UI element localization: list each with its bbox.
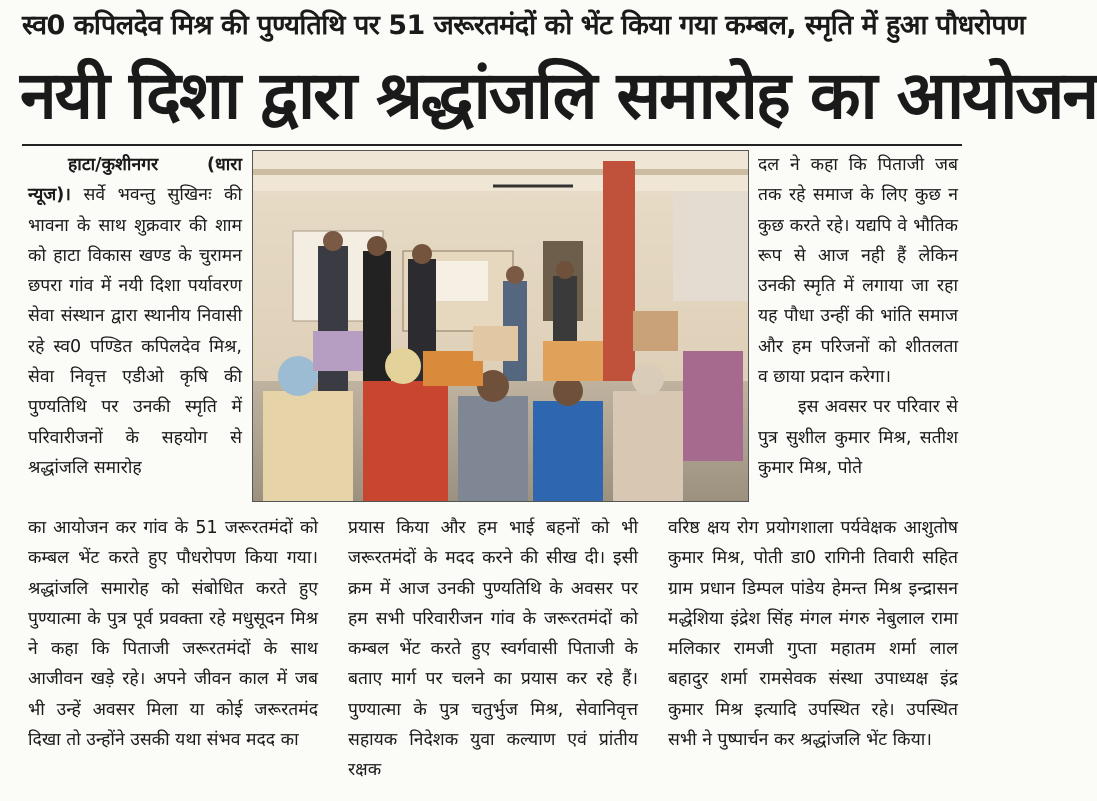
column-1-top-text: सर्वे भवन्तु सुखिनः की भावना के साथ शुक्रवार की शाम को हाटा विकास खण्ड के चुरामन छपरा गांव में नयी दिशा पर्यावरण सेवा संस्थान द्वारा स्थानीय निवासी रहे स्व0 पण्डित कपिलदेव मिश्र, सेवा निवृत्त एडीओ कृषि की पुण्यतिथि पर उनकी स्मृति में परिवारीजनों के सहयोग से श्रद्धांजलि समारोह <box>28 185 242 478</box>
subheadline: स्व0 कपिलदेव मिश्र की पुण्यतिथि पर 51 जरूरतमंदों को भेंट किया गया कम्बल, स्मृति में हुआ पौधरोपण <box>22 10 1026 41</box>
headline: नयी दिशा द्वारा श्रद्धांजलि समारोह का आयोजन <box>20 57 1097 134</box>
column-3-bottom-text: वरिष्ठ क्षय रोग प्रयोगशाला पर्यवेक्षक आशुतोष कुमार मिश्र, पोती डा0 रागिनी तिवारी सहित ग्राम प्रधान डिम्पल पांडेय हेमन्त मिश्र इन्द्रासन मद्धेशिया इंद्रेश सिंह मंगल मंगरु नेबुलाल रामा मलिकार रामजी गुप्ता महातम शर्मा लाल बहादुर शर्मा रामसेवक संस्था उपाध्यक्ष इंद्र कुमार मिश्र इत्यादि उपस्थित रहे। उपस्थित सभी ने पुष्पार्चन कर श्रद्धांजलि भेंट किया। <box>668 518 958 751</box>
dateline: हाटा/कुशीनगर (धारा न्यूज)। <box>28 155 242 206</box>
column-3-top <box>758 150 958 510</box>
column-2-bottom-text: प्रयास किया और हम भाई बहनों को भी जरूरतमंदों के मदद करने की सीख दी। इसी क्रम में आज उनकी पुण्यतिथि के अवसर पर हम सभी परिवारीजन गांव के जरूरतमंदों को कम्बल भेंट करते हुए स्वर्गवासी पिताजी के बताए मार्ग पर चलने का प्रयास कर रहे हैं। पुण्यात्मा के पुत्र चतुर्भुज मिश्र, सेवानिवृत्त सहायक निदेशक युवा कल्याण एवं प्रांतीय रक्षक <box>348 518 638 781</box>
headline-rule <box>22 144 962 146</box>
column-1-bottom <box>28 513 318 801</box>
column-2-bottom <box>348 513 638 801</box>
column-3-paragraph-1: दल ने कहा कि पिताजी जब तक रहे समाज के लिए कुछ न कुछ करते रहे। यद्यपि वे भौतिक रूप से आज नही हैं लेकिन उनकी स्मृति में लगाया जा रहा यह पौधा उन्हीं की भांति समाज और हम परिजनों को शीतलता व छाया प्रदान करेगा। <box>758 155 958 388</box>
column-3-paragraph-2: इस अवसर पर परिवार से पुत्र सुशील कुमार मिश्र, सतीश कुमार मिश्र, पोते <box>758 397 958 478</box>
column-3-bottom <box>668 513 958 801</box>
column-1-top <box>28 150 242 510</box>
event-photo <box>252 150 749 502</box>
column-1-bottom-text: का आयोजन कर गांव के 51 जरूरतमंदों को कम्बल भेंट करते हुए पौधरोपण किया गया। श्रद्धांजलि समारोह को संबोधित करते हुए पुण्यात्मा के पुत्र पूर्व प्रवक्ता रहे मधुसूदन मिश्र ने कहा कि पिताजी जरूरतमंदों के साथ आजीवन खड़े रहे। अपने जीवन काल में जब भी उन्हें अवसर मिला या कोई जरूरतमंद दिखा तो उन्होंने उसकी यथा संभव मदद का <box>28 518 318 751</box>
